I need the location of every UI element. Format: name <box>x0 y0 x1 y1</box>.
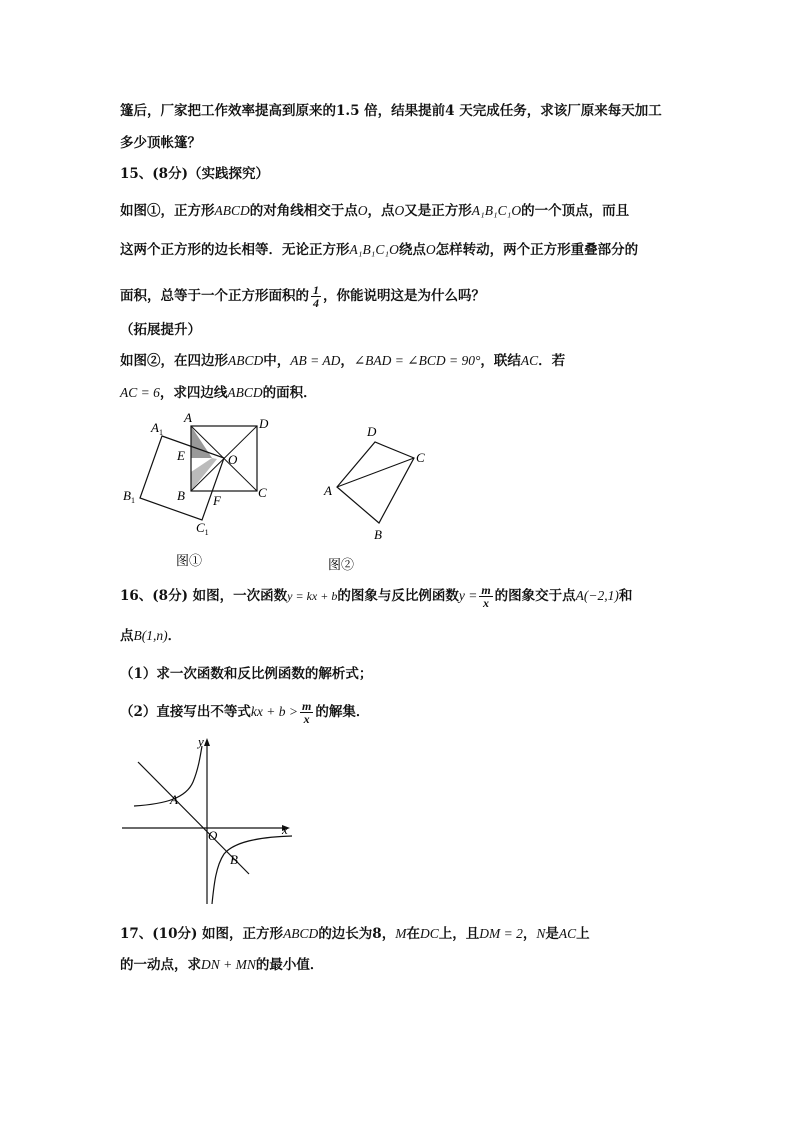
hyperbola-branch-upper <box>134 746 202 806</box>
label-b1 <box>123 488 135 505</box>
p15-line-5 <box>120 384 317 402</box>
math-abcd: ABCD <box>214 203 250 218</box>
math-linear: y = kx + b <box>287 589 338 603</box>
label-a: A <box>184 410 192 425</box>
figure-2-caption: 图② <box>328 557 355 572</box>
label-d: D <box>259 416 269 431</box>
text: 17、(10分) 如图，正方形 <box>120 926 284 942</box>
text: 的面积． <box>262 385 317 401</box>
y-axis-arrow <box>204 738 210 746</box>
label-y: y <box>198 734 204 749</box>
text: 的解集． <box>315 704 370 720</box>
p15-line-2 <box>120 241 638 259</box>
text: 的最小值． <box>255 957 324 973</box>
math-ac: AC <box>520 353 539 368</box>
math-condition: AB = AD <box>290 353 341 368</box>
math-o: O <box>357 203 368 218</box>
math-condition: ∠BAD = ∠BCD = 90° <box>353 353 481 368</box>
text: 是 <box>545 926 559 942</box>
label-a1-sub: 1 <box>158 428 163 437</box>
text: ， <box>522 926 537 942</box>
label-a1-main: A <box>151 420 159 435</box>
math-n: N <box>536 926 546 941</box>
math-y-eq: y = <box>458 588 478 603</box>
text: 的图象与反比例函数 <box>337 588 459 604</box>
figure-2 <box>318 420 438 575</box>
text: ，联结 <box>480 353 521 369</box>
math-point-b: B(1,n) <box>133 628 168 643</box>
hyperbola-branch-lower <box>212 836 292 904</box>
numerator: 1 <box>313 283 319 297</box>
math-abcd: ABCD <box>228 353 264 368</box>
label-c: C <box>258 485 267 500</box>
label-x: x <box>282 822 288 837</box>
label-o: O <box>228 452 238 467</box>
denominator: x <box>303 712 310 726</box>
text: 的对角线相交于点 <box>249 203 358 219</box>
text: ，你能说明这是为什么吗？ <box>323 288 485 304</box>
numerator: m <box>302 699 312 713</box>
math-a1b1c1o: A₁B₁C₁O <box>349 242 399 257</box>
text: 点 <box>120 628 134 644</box>
text: 中， <box>263 353 291 369</box>
p15-ext-header: （拓展提升） <box>120 322 201 338</box>
math-inequality: kx + b > <box>250 704 298 719</box>
figure-1 <box>110 410 290 575</box>
text: ． <box>167 628 182 644</box>
text: ，求四边线 <box>159 385 228 401</box>
p15-header: 15、(8分)（实践探究） <box>120 166 269 182</box>
math-dm: DM = 2 <box>479 926 523 941</box>
p15-line-4 <box>120 352 565 370</box>
label-c: C <box>416 450 425 465</box>
label-c1-sub: 1 <box>204 528 209 537</box>
math-o: O <box>394 203 405 218</box>
label-a: A <box>170 792 178 807</box>
math-expression: DN + MN <box>201 957 256 972</box>
label-b: B <box>374 527 382 542</box>
figure-1-caption: 图① <box>176 553 203 568</box>
p14-line-2: 多少顶帐篷？ <box>120 135 201 151</box>
text: 怎样转动，两个正方形重叠部分的 <box>435 242 639 258</box>
shaded-region-bottom <box>191 458 217 491</box>
text: 如图②，在四边形 <box>120 353 228 369</box>
text: 的一动点，求 <box>120 957 201 973</box>
text: 如图①，正方形 <box>120 203 215 219</box>
fraction-m-over-x <box>300 700 313 725</box>
label-a: A <box>324 483 332 498</box>
text: 的图象交于点 <box>494 588 576 604</box>
math-point-a: A(−2,1) <box>575 588 619 603</box>
text: ， <box>340 353 354 369</box>
text: 绕点 <box>398 242 426 258</box>
label-b1-sub: 1 <box>130 496 135 505</box>
label-c1 <box>196 520 209 537</box>
p16-question-1: （1）求一次函数和反比例函数的解析式； <box>120 666 373 682</box>
function-graph <box>118 734 298 909</box>
math-o: O <box>425 242 436 257</box>
label-f: F <box>213 493 221 508</box>
math-a1b1c1o: A₁B₁C₁O <box>471 203 522 218</box>
p17-line-2 <box>120 956 323 974</box>
p16-line-1 <box>120 584 632 609</box>
fraction-one-quarter <box>311 284 321 309</box>
label-o: O <box>208 828 218 843</box>
p15-line-3 <box>120 284 485 309</box>
label-c1-main: C <box>196 520 205 535</box>
text: 又是正方形 <box>404 203 472 219</box>
label-a1 <box>150 420 163 437</box>
denominator: 4 <box>313 296 319 310</box>
p17-line-1 <box>120 925 590 943</box>
math-abcd: ABCD <box>283 926 319 941</box>
math-m: M <box>395 926 407 941</box>
label-d: D <box>367 424 377 439</box>
text: ，点 <box>367 203 395 219</box>
label-b1-main: B <box>123 488 131 503</box>
text: 在 <box>406 926 420 942</box>
math-ac: AC <box>558 926 577 941</box>
denominator: x <box>483 596 489 610</box>
math-abcd: ABCD <box>227 385 263 400</box>
text: 16、(8分) 如图，一次函数 <box>120 588 288 604</box>
text: 上 <box>576 926 590 942</box>
text: 和 <box>618 588 633 604</box>
text: 这两个正方形的边长相等．无论正方形 <box>120 242 350 258</box>
numerator: m <box>481 583 491 597</box>
text: （2）直接写出不等式 <box>120 704 251 720</box>
label-b: B <box>177 488 185 503</box>
math-condition: AC = 6 <box>120 385 160 400</box>
p15-line-1 <box>120 202 629 220</box>
text: 的一个顶点，而且 <box>521 203 630 219</box>
p16-line-2 <box>120 627 181 645</box>
fraction-m-over-x <box>479 584 492 609</box>
text: 上，且 <box>438 926 480 942</box>
text: ．若 <box>538 353 566 369</box>
math-dc: DC <box>419 926 439 941</box>
text: 的边长为8， <box>318 926 396 942</box>
p14-line-1: 篷后，厂家把工作效率提高到原来的1.5 倍，结果提前4 天完成任务，求该厂原来每天加工 <box>120 103 662 119</box>
p16-question-2 <box>120 700 369 725</box>
label-b: B <box>230 852 238 867</box>
text: 面积，总等于一个正方形面积的 <box>120 288 309 304</box>
label-e: E <box>177 448 185 463</box>
